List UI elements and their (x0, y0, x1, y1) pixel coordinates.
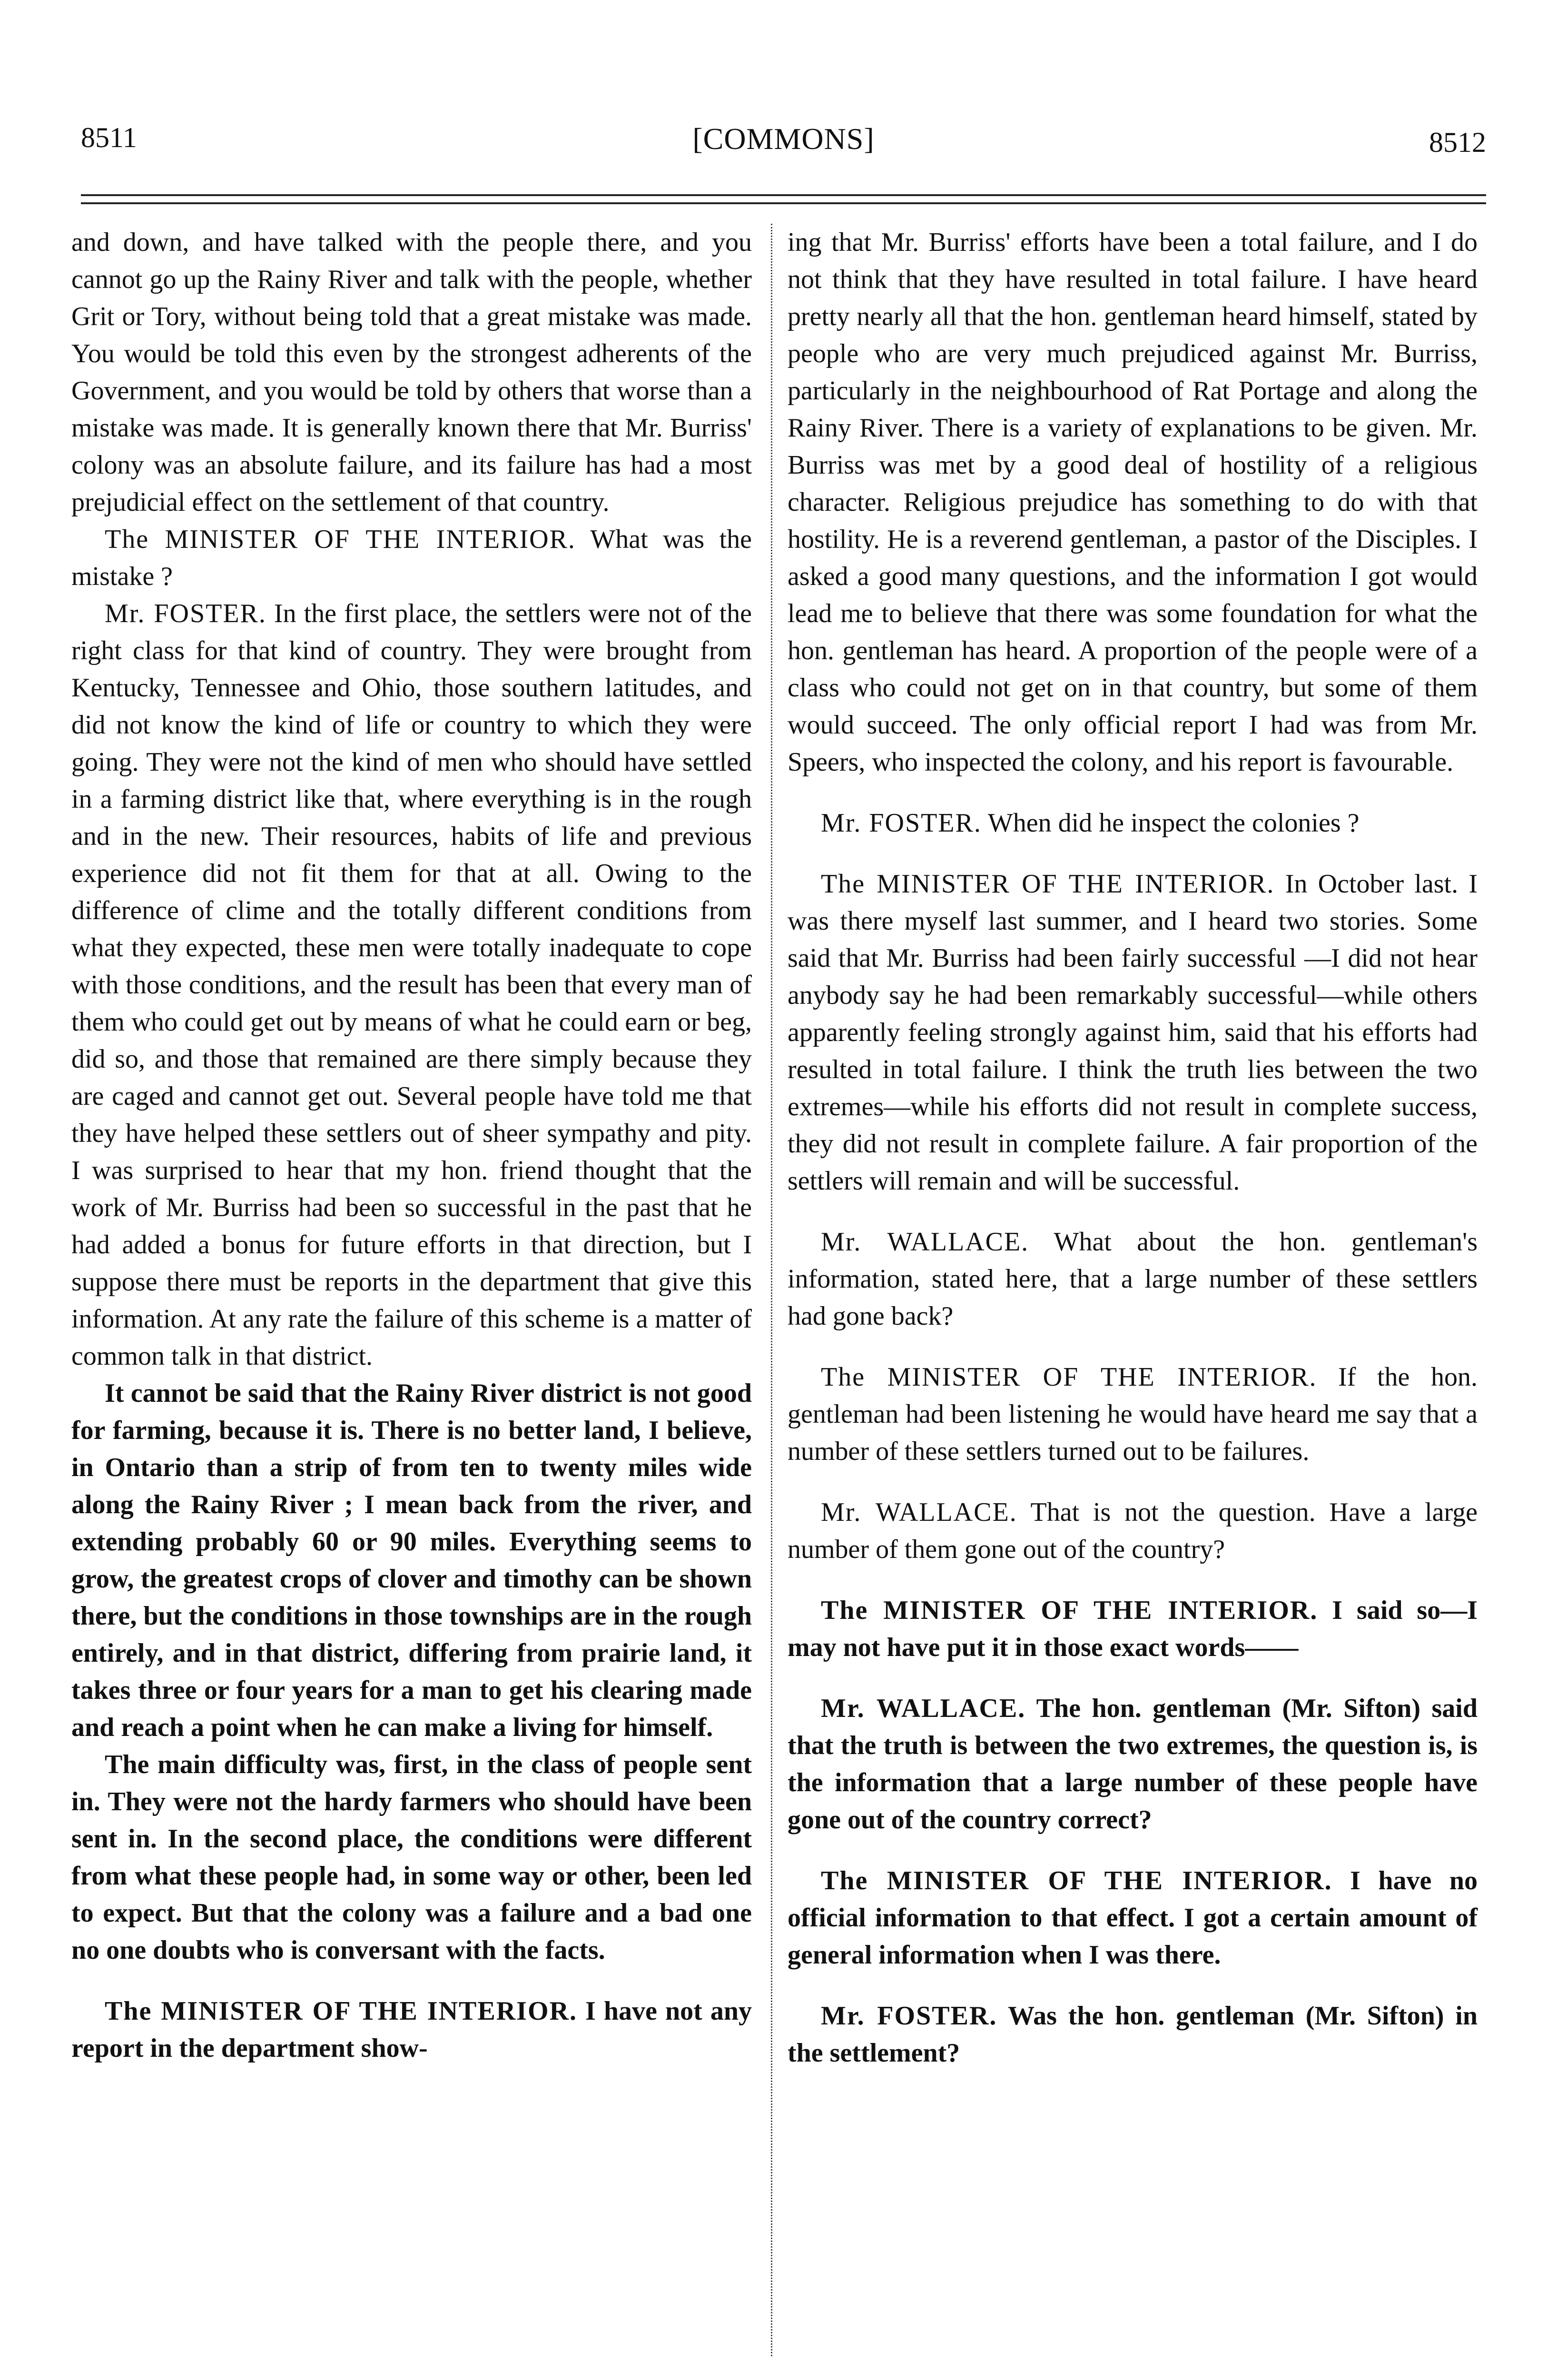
paragraph: Mr. WALLACE. What about the hon. gentleman's information, stated here, that a large number of these settlers had gone back? (788, 1227, 1478, 1331)
header-rule-bottom (81, 202, 1486, 204)
paragraph: Mr. WALLACE. The hon. gentleman (Mr. Sifton) said that the truth is between the two extremes, the question is, is the information that a large number of these people have gone out of the country correct? (788, 1694, 1478, 1835)
paragraph: It cannot be said that the Rainy River district is not good for farming, because it is. There is no better land, I believe, in Ontario than a strip of from ten to twenty miles wide along the Rainy River ; I mean back from the river, and extending probably 60 or 90 miles. Everything seems to grow, the greatest crops of clover and timothy can be shown there, but the conditions in those townships are in the rough entirely, and in that district, differing from prairie land, it takes three or four years for a man to get his clearing made and reach a point when he can make a living for himself. (71, 1378, 752, 1742)
page-number-left: 8511 (81, 122, 137, 153)
paragraph: Mr. FOSTER. When did he inspect the colonies ? (821, 808, 1360, 838)
paragraph: The MINISTER OF THE INTERIOR. I have not any report in the department show- (71, 1996, 752, 2063)
paragraph: ing that Mr. Burriss' efforts have been a total failure, and I do not think that they have resulted in total failure. I have heard pretty nearly all that the hon. gentleman heard himself, stated by people who are very much prejudiced against Mr. Burriss, particularly in the neighbourhood of Rat Portage and along the Rainy River. There is a variety of explanations to be given. Mr. Burriss was met by a good deal of hostility of a religious character. Religious prejudice has something to do with that hostility. He is a reverend gentleman, a pastor of the Disciples. I asked a good many questions, and the information I got would lead me to believe that there was some foundation for what the hon. gentleman has heard. A proportion of the people were of a class who could not get on in that country, but some of them would succeed. The only official report I had was from Mr. Speers, who inspected the colony, and his report is favourable. (788, 228, 1478, 777)
paragraph: The MINISTER OF THE INTERIOR. If the hon. gentleman had been listening he would have heard me say that a number of these settlers turned out to be failures. (788, 1362, 1478, 1466)
paragraph: and down, and have talked with the people there, and you cannot go up the Rainy River and talk with the people, whether Grit or Tory, without being told that a great mistake was made. You would be told this even by the strongest adherents of the Government, and you would be told by others that worse than a mistake was made. It is generally known there that Mr. Burriss' colony was an absolute failure, and its failure has had a most prejudicial effect on the settlement of that country. (71, 228, 752, 517)
left-column (71, 224, 752, 2067)
paragraph: The main difficulty was, first, in the class of people sent in. They were not the hardy farmers who should have been sent in. In the second place, the conditions were different from what these people had, in some way or other, been led to expect. But that the colony was a failure and a bad one no one doubts who is conversant with the facts. (71, 1750, 752, 1965)
paragraph: Mr. WALLACE. That is not the question. Have a large number of them gone out of the country? (788, 1497, 1478, 1564)
paragraph: The MINISTER OF THE INTERIOR. What was the mistake ? (71, 525, 752, 591)
column-divider (771, 224, 772, 2356)
right-column (788, 224, 1478, 2072)
paragraph: The MINISTER OF THE INTERIOR. I said so—I may not have put it in those exact words—— (788, 1596, 1478, 1662)
page-header (81, 121, 1486, 169)
paragraph: Mr. FOSTER. Was the hon. gentleman (Mr. Sifton) in the settlement? (788, 2001, 1478, 2068)
paragraph: The MINISTER OF THE INTERIOR. I have no official information to that effect. I got a certain amount of general information when I was there. (788, 1866, 1478, 1970)
paragraph: Mr. FOSTER. In the first place, the settlers were not of the right class for that kind of country. They were brought from Kentucky, Tennessee and Ohio, those southern latitudes, and did not know the kind of life or country to which they were going. They were not the kind of men who should have settled in a farming district like that, where everything is in the rough and in the new. Their resources, habits of life and previous experience did not fit them for that at all. Owing to the difference of clime and the totally different conditions from what they expected, these men were totally inadequate to cope with those conditions, and the result has been that every man of them who could get out by means of what he could earn or beg, did so, and those that remained are there simply because they are caged and cannot get out. Several people have told me that they have helped these settlers out of sheer sympathy and pity. I was surprised to hear that my hon. friend thought that the work of Mr. Burriss had been so successful in the past that he had added a bonus for future efforts in that direction, but I suppose there must be reports in the department that give this information. At any rate the failure of this scheme is a matter of common talk in that district. (71, 599, 752, 1371)
page-title: [COMMONS] (692, 122, 875, 156)
page-number-right: 8512 (1429, 127, 1486, 158)
header-rule-top (81, 194, 1486, 196)
paragraph: The MINISTER OF THE INTERIOR. In October last. I was there myself last summer, and I heard two stories. Some said that Mr. Burriss had been fairly successful —I did not hear anybody say he had been remarkably successful—while others apparently feeling strongly against him, said that his efforts had resulted in total failure. I think the truth lies between the two extremes—while his efforts did not result in complete success, they did not result in complete failure. A fair proportion of the settlers will remain and will be successful. (788, 869, 1478, 1196)
